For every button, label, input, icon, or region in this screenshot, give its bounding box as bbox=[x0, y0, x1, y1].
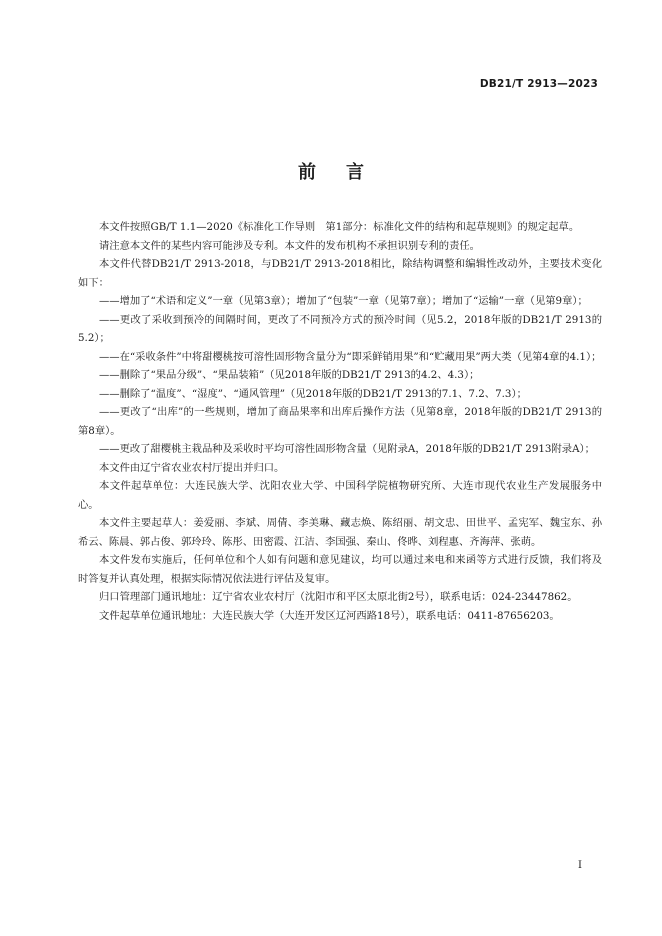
paragraph-proposer: 本文件由辽宁省农业农村厅提出并归口。 bbox=[99, 461, 285, 474]
change-item: ——删除了“果品分级”、“果品装箱”（见2018年版的DB21/T 2913的4.2、4.3）； bbox=[99, 369, 480, 381]
paragraph-drafters: 本文件主要起草人：姜爱丽、李斌、周倩、李美琳、藏志焕、陈绍丽、胡文忠、田世平、孟宪军、魏宝东、孙希云、陈晨、郭占俊、郭玲玲、陈彤、田密霞、江洁、李国强、秦山、佟晔、刘程惠、齐海萍、张萌。 bbox=[78, 517, 602, 548]
paragraph-drafter-address: 文件起草单位通讯地址：大连民族大学（大连开发区辽河西路18号），联系电话：0411-87656203。 bbox=[99, 609, 560, 622]
change-item: ——更改了甜樱桃主栽品种及采收时平均可溶性固形物含量（见附录A，2018年版的DB21/T 2913附录A）； bbox=[99, 443, 595, 455]
title-char-2: 言 bbox=[346, 162, 364, 183]
change-item: ——删除了“温度”、“湿度”、“通风管理”（见2018年版的DB21/T 2913的7.1、7.2、7.3）； bbox=[99, 387, 527, 400]
paragraph-drafting-rules: 本文件按照GB/T 1.1—2020《标准化工作导则 第1部分：标准化文件的结构和起草规则》的规定起草。 bbox=[99, 221, 580, 233]
change-item: ——增加了“术语和定义”一章（见第3章）；增加了“包装”一章（见第7章）；增加了“运输”一章（见第9章）； bbox=[99, 295, 588, 307]
title-char-1: 前 bbox=[298, 162, 316, 183]
change-item: ——在“采收条件”中将甜樱桃按可溶性固形物含量分为“即采鲜销用果”和“贮藏用果”两大类（见第4章的4.1）； bbox=[99, 350, 602, 363]
paragraph-authority-address: 归口管理部门通讯地址：辽宁省农业农村厅（沈阳市和平区太原北街2号），联系电话：024-23447862。 bbox=[99, 591, 578, 603]
paragraph-drafting-units: 本文件起草单位：大连民族大学、沈阳农业大学、中国科学院植物研究所、大连市现代农业生产发展服务中心。 bbox=[78, 480, 602, 511]
change-item: ——更改了采收到预冷的间隔时间，更改了不同预冷方式的预冷时间（见5.2，2018年版的DB21/T 2913的5.2）； bbox=[78, 313, 602, 344]
foreword-body bbox=[78, 218, 602, 625]
change-item: ——更改了“出库”的一些规则，增加了商品果率和出库后操作方法（见第8章，2018年版的DB21/T 2913的第8章）。 bbox=[78, 406, 602, 437]
document-code: DB21/T 2913—2023 bbox=[479, 78, 598, 90]
page-title bbox=[0, 158, 662, 184]
page-number: I bbox=[578, 860, 582, 871]
paragraph-replacement: 本文件代替DB21/T 2913-2018，与DB21/T 2913-2018相比，除结构调整和编辑性改动外，主要技术变化如下： bbox=[78, 258, 602, 289]
paragraph-patent-notice: 请注意本文件的某些内容可能涉及专利。本文件的发布机构不承担识别专利的责任。 bbox=[99, 239, 480, 252]
paragraph-feedback: 本文件发布实施后，任何单位和个人如有问题和意见建议，均可以通过来电和来函等方式进行反馈，我们将及时答复并认真处理，根据实际情况依法进行评估及复审。 bbox=[78, 554, 602, 585]
